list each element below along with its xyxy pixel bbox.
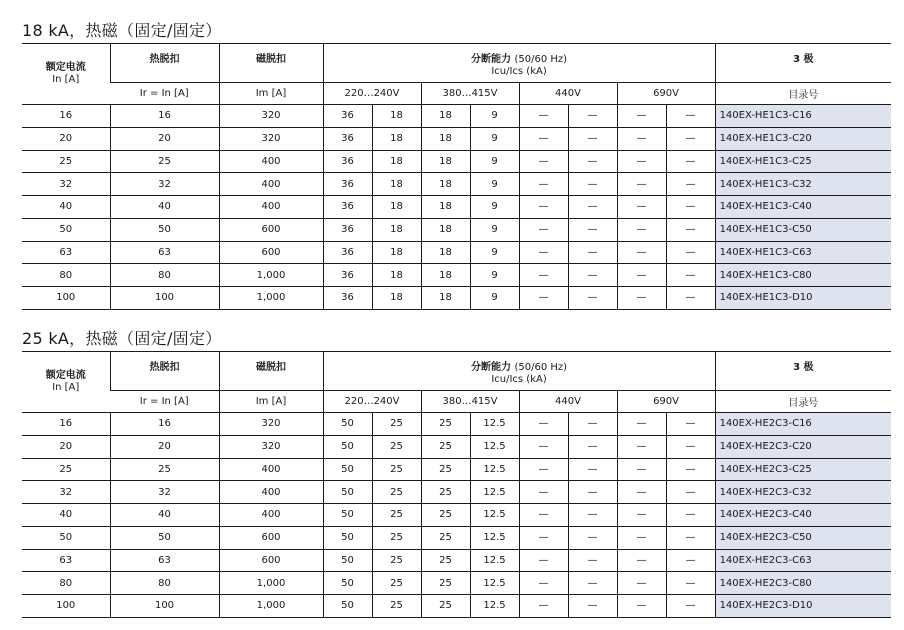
icu-690-cell: — [617, 241, 666, 264]
ics-440-cell: — [568, 196, 617, 219]
table-row [22, 458, 891, 481]
thermal-cell: 25 [110, 458, 219, 481]
ics-690-cell: — [666, 105, 715, 128]
ics-440-cell: — [568, 218, 617, 241]
ics-380-cell: 9 [470, 150, 519, 173]
rated-current-unit: In [A] [52, 74, 80, 85]
rated-current-cell: 16 [22, 105, 110, 128]
ics-380-cell: 9 [470, 196, 519, 219]
ics-220-cell: 18 [372, 150, 421, 173]
icu-690-cell: — [617, 413, 666, 436]
thermal-cell: 16 [110, 105, 219, 128]
breaking-unit: Icu/Ics (kA) [491, 66, 547, 77]
magnetic-cell: 600 [219, 526, 323, 549]
poles-header: 3 极 [715, 44, 891, 83]
ics-690-cell: — [666, 481, 715, 504]
icu-440-cell: — [519, 572, 568, 595]
rated-current-cell: 32 [22, 481, 110, 504]
icu-220-cell: 36 [323, 173, 372, 196]
catalog-number-cell: 140EX-HE1C3-C16 [715, 105, 891, 128]
catalog-number-cell: 140EX-HE2C3-C63 [715, 549, 891, 572]
rated-current-cell: 25 [22, 458, 110, 481]
catalog-number-cell: 140EX-HE1C3-C20 [715, 127, 891, 150]
ics-440-cell: — [568, 413, 617, 436]
thermal-cell: 50 [110, 218, 219, 241]
spec-table [22, 351, 891, 618]
table-body [22, 413, 891, 618]
magnetic-cell: 320 [219, 413, 323, 436]
ics-220-cell: 18 [372, 173, 421, 196]
ics-690-cell: — [666, 150, 715, 173]
icu-440-cell: — [519, 264, 568, 287]
ics-690-cell: — [666, 413, 715, 436]
ics-440-cell: — [568, 127, 617, 150]
rated-current-cell: 100 [22, 287, 110, 310]
catalog-number-cell: 140EX-HE2C3-C32 [715, 481, 891, 504]
ics-380-cell: 9 [470, 264, 519, 287]
catalog-number-cell: 140EX-HE1C3-C32 [715, 173, 891, 196]
thermal-cell: 20 [110, 127, 219, 150]
thermal-cell: 32 [110, 481, 219, 504]
ics-440-cell: — [568, 435, 617, 458]
ics-380-cell: 12.5 [470, 435, 519, 458]
icu-380-cell: 18 [421, 105, 470, 128]
rated-current-cell: 40 [22, 196, 110, 219]
icu-380-cell: 18 [421, 264, 470, 287]
table-row [22, 481, 891, 504]
breaking-label: 分断能力 [471, 362, 511, 373]
ics-690-cell: — [666, 127, 715, 150]
ics-690-cell: — [666, 435, 715, 458]
icu-690-cell: — [617, 173, 666, 196]
icu-220-cell: 36 [323, 241, 372, 264]
icu-220-cell: 50 [323, 413, 372, 436]
magnetic-cell: 400 [219, 150, 323, 173]
rated-current-cell: 25 [22, 150, 110, 173]
thermal-cell: 40 [110, 196, 219, 219]
icu-380-cell: 18 [421, 218, 470, 241]
magnetic-cell: 400 [219, 173, 323, 196]
ics-690-cell: — [666, 526, 715, 549]
table-row [22, 549, 891, 572]
icu-380-cell: 25 [421, 504, 470, 527]
ics-380-cell: 9 [470, 241, 519, 264]
voltage-440-header: 440V [519, 83, 617, 105]
icu-220-cell: 36 [323, 150, 372, 173]
icu-440-cell: — [519, 173, 568, 196]
ics-380-cell: 9 [470, 218, 519, 241]
table-row [22, 264, 891, 287]
breaking-freq: (50/60 Hz) [514, 54, 568, 65]
rated-current-unit: In [A] [52, 382, 80, 393]
table-row [22, 572, 891, 595]
icu-220-cell: 50 [323, 572, 372, 595]
rated-current-cell: 50 [22, 218, 110, 241]
ics-440-cell: — [568, 572, 617, 595]
rated-current-cell: 80 [22, 264, 110, 287]
rated-current-cell: 80 [22, 572, 110, 595]
rated-current-cell: 63 [22, 241, 110, 264]
catalog-number-cell: 140EX-HE1C3-C63 [715, 241, 891, 264]
table-header [22, 44, 891, 105]
breaking-header [323, 352, 715, 391]
rated-current-cell: 20 [22, 127, 110, 150]
rated-current-cell: 50 [22, 526, 110, 549]
section-title: 18 kA，热磁（固定/固定） [22, 21, 222, 40]
ics-380-cell: 9 [470, 105, 519, 128]
catalog-number-cell: 140EX-HE2C3-C50 [715, 526, 891, 549]
ics-690-cell: — [666, 196, 715, 219]
icu-220-cell: 36 [323, 105, 372, 128]
thermal-cell: 63 [110, 241, 219, 264]
magnetic-cell: 320 [219, 105, 323, 128]
ics-380-cell: 12.5 [470, 572, 519, 595]
icu-690-cell: — [617, 572, 666, 595]
rated-current-label: 额定电流 [45, 370, 86, 381]
thermal-subheader: Ir = In [A] [110, 83, 219, 105]
icu-440-cell: — [519, 549, 568, 572]
icu-690-cell: — [617, 504, 666, 527]
catalog-number-cell: 140EX-HE1C3-C40 [715, 196, 891, 219]
ics-380-cell: 9 [470, 287, 519, 310]
ics-220-cell: 25 [372, 526, 421, 549]
spec-table [22, 43, 891, 310]
magnetic-cell: 320 [219, 127, 323, 150]
thermal-cell: 50 [110, 526, 219, 549]
ics-220-cell: 25 [372, 458, 421, 481]
icu-440-cell: — [519, 481, 568, 504]
icu-380-cell: 25 [421, 595, 470, 618]
ics-380-cell: 12.5 [470, 504, 519, 527]
catalog-number-cell: 140EX-HE1C3-C25 [715, 150, 891, 173]
ics-380-cell: 12.5 [470, 526, 519, 549]
thermal-cell: 63 [110, 549, 219, 572]
ics-690-cell: — [666, 173, 715, 196]
catalog-number-cell: 140EX-HE2C3-C25 [715, 458, 891, 481]
magnetic-cell: 1,000 [219, 572, 323, 595]
catalog-number-cell: 140EX-HE2C3-C20 [715, 435, 891, 458]
icu-690-cell: — [617, 549, 666, 572]
voltage-380-header: 380…415V [421, 391, 519, 413]
magnetic-cell: 1,000 [219, 595, 323, 618]
icu-380-cell: 25 [421, 572, 470, 595]
catalog-number-cell: 140EX-HE1C3-D10 [715, 287, 891, 310]
ics-440-cell: — [568, 105, 617, 128]
catalog-number-cell: 140EX-HE1C3-C80 [715, 264, 891, 287]
voltage-690-header: 690V [617, 391, 715, 413]
ics-440-cell: — [568, 595, 617, 618]
icu-690-cell: — [617, 458, 666, 481]
ics-220-cell: 25 [372, 481, 421, 504]
ics-220-cell: 25 [372, 435, 421, 458]
icu-690-cell: — [617, 264, 666, 287]
ics-220-cell: 18 [372, 264, 421, 287]
rated-current-label: 额定电流 [45, 62, 86, 73]
icu-220-cell: 50 [323, 481, 372, 504]
icu-440-cell: — [519, 105, 568, 128]
ics-690-cell: — [666, 549, 715, 572]
icu-380-cell: 18 [421, 287, 470, 310]
table-row [22, 218, 891, 241]
catalog-number-cell: 140EX-HE2C3-D10 [715, 595, 891, 618]
ics-690-cell: — [666, 458, 715, 481]
icu-220-cell: 50 [323, 435, 372, 458]
magnetic-cell: 400 [219, 481, 323, 504]
ics-440-cell: — [568, 458, 617, 481]
table-row [22, 196, 891, 219]
rated-current-cell: 63 [22, 549, 110, 572]
icu-380-cell: 25 [421, 481, 470, 504]
icu-440-cell: — [519, 413, 568, 436]
icu-440-cell: — [519, 196, 568, 219]
ics-220-cell: 25 [372, 549, 421, 572]
magnetic-subheader: Im [A] [219, 391, 323, 413]
icu-380-cell: 18 [421, 196, 470, 219]
ics-440-cell: — [568, 150, 617, 173]
catalog-number-cell: 140EX-HE2C3-C40 [715, 504, 891, 527]
table-row [22, 105, 891, 128]
thermal-cell: 80 [110, 264, 219, 287]
ics-380-cell: 12.5 [470, 549, 519, 572]
ics-220-cell: 18 [372, 127, 421, 150]
ics-690-cell: — [666, 572, 715, 595]
rated-current-header [22, 352, 110, 413]
icu-690-cell: — [617, 150, 666, 173]
icu-220-cell: 36 [323, 218, 372, 241]
rated-current-cell: 40 [22, 504, 110, 527]
ics-440-cell: — [568, 526, 617, 549]
ics-690-cell: — [666, 218, 715, 241]
rated-current-header [22, 44, 110, 105]
icu-690-cell: — [617, 435, 666, 458]
icu-380-cell: 25 [421, 458, 470, 481]
table-row [22, 413, 891, 436]
thermal-cell: 100 [110, 287, 219, 310]
icu-440-cell: — [519, 504, 568, 527]
ics-440-cell: — [568, 504, 617, 527]
ics-220-cell: 18 [372, 287, 421, 310]
thermal-cell: 40 [110, 504, 219, 527]
icu-220-cell: 50 [323, 504, 372, 527]
magnetic-cell: 320 [219, 435, 323, 458]
rated-current-cell: 100 [22, 595, 110, 618]
table-body [22, 105, 891, 310]
catalog-number-cell: 140EX-HE2C3-C80 [715, 572, 891, 595]
icu-440-cell: — [519, 150, 568, 173]
thermal-cell: 20 [110, 435, 219, 458]
ics-440-cell: — [568, 173, 617, 196]
table-row [22, 287, 891, 310]
ics-380-cell: 12.5 [470, 595, 519, 618]
ics-380-cell: 12.5 [470, 481, 519, 504]
icu-690-cell: — [617, 218, 666, 241]
icu-220-cell: 36 [323, 287, 372, 310]
magnetic-header: 磁脱扣 [219, 352, 323, 391]
magnetic-cell: 600 [219, 218, 323, 241]
table-row [22, 150, 891, 173]
thermal-cell: 16 [110, 413, 219, 436]
ics-220-cell: 18 [372, 218, 421, 241]
icu-380-cell: 18 [421, 241, 470, 264]
ics-440-cell: — [568, 481, 617, 504]
ics-220-cell: 25 [372, 413, 421, 436]
icu-690-cell: — [617, 196, 666, 219]
magnetic-cell: 400 [219, 504, 323, 527]
icu-690-cell: — [617, 481, 666, 504]
magnetic-cell: 600 [219, 549, 323, 572]
ics-690-cell: — [666, 264, 715, 287]
rated-current-cell: 20 [22, 435, 110, 458]
voltage-690-header: 690V [617, 83, 715, 105]
table-row [22, 435, 891, 458]
catalog-number-cell: 140EX-HE2C3-C16 [715, 413, 891, 436]
ics-690-cell: — [666, 595, 715, 618]
thermal-cell: 32 [110, 173, 219, 196]
catalog-header: 目录号 [715, 83, 891, 105]
icu-440-cell: — [519, 287, 568, 310]
ics-440-cell: — [568, 264, 617, 287]
breaking-label: 分断能力 [471, 54, 511, 65]
icu-440-cell: — [519, 595, 568, 618]
magnetic-cell: 1,000 [219, 287, 323, 310]
voltage-220-header: 220…240V [323, 83, 421, 105]
voltage-440-header: 440V [519, 391, 617, 413]
icu-380-cell: 18 [421, 127, 470, 150]
icu-440-cell: — [519, 127, 568, 150]
magnetic-cell: 400 [219, 458, 323, 481]
icu-220-cell: 50 [323, 526, 372, 549]
ics-380-cell: 12.5 [470, 458, 519, 481]
ics-220-cell: 25 [372, 504, 421, 527]
icu-220-cell: 36 [323, 127, 372, 150]
icu-690-cell: — [617, 287, 666, 310]
ics-690-cell: — [666, 504, 715, 527]
icu-380-cell: 25 [421, 526, 470, 549]
ics-380-cell: 9 [470, 173, 519, 196]
ics-220-cell: 18 [372, 105, 421, 128]
thermal-subheader: Ir = In [A] [110, 391, 219, 413]
ics-690-cell: — [666, 287, 715, 310]
table-row [22, 526, 891, 549]
magnetic-subheader: Im [A] [219, 83, 323, 105]
icu-690-cell: — [617, 595, 666, 618]
section-title: 25 kA，热磁（固定/固定） [22, 329, 222, 348]
table-row [22, 504, 891, 527]
magnetic-cell: 400 [219, 196, 323, 219]
icu-380-cell: 25 [421, 435, 470, 458]
ics-380-cell: 9 [470, 127, 519, 150]
voltage-380-header: 380…415V [421, 83, 519, 105]
icu-380-cell: 25 [421, 413, 470, 436]
magnetic-header: 磁脱扣 [219, 44, 323, 83]
icu-440-cell: — [519, 435, 568, 458]
ics-220-cell: 18 [372, 196, 421, 219]
ics-440-cell: — [568, 241, 617, 264]
icu-220-cell: 50 [323, 458, 372, 481]
catalog-header: 目录号 [715, 391, 891, 413]
ics-220-cell: 25 [372, 595, 421, 618]
icu-440-cell: — [519, 241, 568, 264]
breaking-header [323, 44, 715, 83]
table-header [22, 352, 891, 413]
breaking-freq: (50/60 Hz) [514, 362, 568, 373]
ics-220-cell: 18 [372, 241, 421, 264]
ics-690-cell: — [666, 241, 715, 264]
icu-690-cell: — [617, 127, 666, 150]
icu-380-cell: 18 [421, 173, 470, 196]
ics-440-cell: — [568, 287, 617, 310]
icu-690-cell: — [617, 526, 666, 549]
icu-220-cell: 36 [323, 264, 372, 287]
icu-690-cell: — [617, 105, 666, 128]
rated-current-cell: 32 [22, 173, 110, 196]
icu-220-cell: 50 [323, 549, 372, 572]
ics-220-cell: 25 [372, 572, 421, 595]
icu-380-cell: 25 [421, 549, 470, 572]
table-row [22, 127, 891, 150]
catalog-number-cell: 140EX-HE1C3-C50 [715, 218, 891, 241]
thermal-cell: 80 [110, 572, 219, 595]
thermal-cell: 25 [110, 150, 219, 173]
magnetic-cell: 600 [219, 241, 323, 264]
voltage-220-header: 220…240V [323, 391, 421, 413]
icu-440-cell: — [519, 458, 568, 481]
table-row [22, 595, 891, 618]
thermal-header: 热脱扣 [110, 352, 219, 391]
magnetic-cell: 1,000 [219, 264, 323, 287]
ics-440-cell: — [568, 549, 617, 572]
table-row [22, 173, 891, 196]
ics-380-cell: 12.5 [470, 413, 519, 436]
rated-current-cell: 16 [22, 413, 110, 436]
thermal-cell: 100 [110, 595, 219, 618]
poles-header: 3 极 [715, 352, 891, 391]
icu-220-cell: 50 [323, 595, 372, 618]
icu-440-cell: — [519, 526, 568, 549]
thermal-header: 热脱扣 [110, 44, 219, 83]
icu-380-cell: 18 [421, 150, 470, 173]
table-row [22, 241, 891, 264]
icu-440-cell: — [519, 218, 568, 241]
icu-220-cell: 36 [323, 196, 372, 219]
breaking-unit: Icu/Ics (kA) [491, 374, 547, 385]
